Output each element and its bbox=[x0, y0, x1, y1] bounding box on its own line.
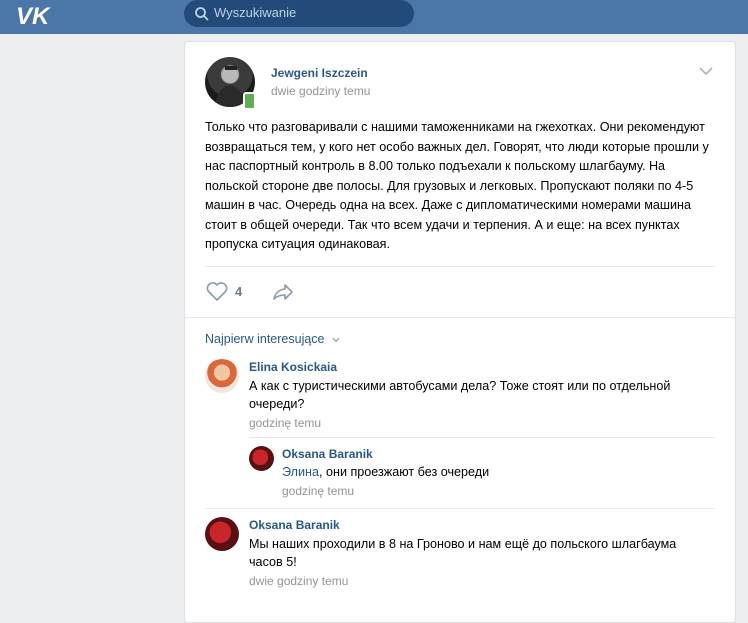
commenter-avatar[interactable] bbox=[205, 359, 239, 393]
reply-mention-link[interactable]: Элина bbox=[282, 465, 319, 479]
divider bbox=[205, 508, 715, 509]
like-count[interactable]: 4 bbox=[235, 284, 243, 299]
chevron-down-icon[interactable] bbox=[699, 66, 713, 76]
comment-time[interactable]: godzinę temu bbox=[282, 484, 355, 498]
svg-text:VK: VK bbox=[16, 3, 50, 30]
commenter-avatar[interactable] bbox=[249, 446, 274, 471]
divider bbox=[185, 317, 735, 318]
comment-time[interactable]: dwie godziny temu bbox=[249, 574, 349, 588]
chevron-down-icon[interactable] bbox=[332, 337, 340, 343]
heart-icon[interactable] bbox=[205, 280, 229, 302]
divider bbox=[249, 437, 715, 438]
post-text: Только что разговаривали с нашими таможенниками на гжехотках. Они рекомендуют возвращаться тем, у кого нет особо важных дел. Говорят, что люди которые прошли у нас паспортный контроль в 8.00 только подъехали к польскому шлагбауму. На польской стороне две полосы. Для грузовых и легковых. Пропускают поляки по 4-5 машин в час. Очередь одна на всех. Даже с дипломатическими номерами машина стоит в общей очереди. Так что всем удачи и терпения. А и еще: на всех пунктах пропуска ситуация одинаковая. bbox=[205, 120, 709, 251]
sort-label[interactable]: Najpierw interesujące bbox=[205, 332, 325, 346]
comment-time[interactable]: godzinę temu bbox=[249, 416, 322, 430]
mobile-status-icon bbox=[243, 92, 256, 110]
search-box[interactable] bbox=[184, 0, 414, 27]
post-author[interactable]: Jewgeni Iszczein bbox=[271, 66, 368, 80]
share-icon[interactable] bbox=[271, 282, 295, 302]
comment-author[interactable]: Oksana Baranik bbox=[249, 518, 340, 532]
search-icon bbox=[194, 6, 210, 22]
comment-text: А как с туристическими автобусами дела? Тоже стоят или по отдельной очереди? bbox=[249, 379, 671, 411]
reply-text: , они проезжают без очереди bbox=[318, 465, 490, 479]
top-bar bbox=[0, 0, 748, 34]
post-time[interactable]: dwie godziny temu bbox=[271, 84, 371, 98]
divider bbox=[205, 266, 715, 267]
comment-sort-dropdown[interactable] bbox=[205, 332, 340, 346]
comment-text: Мы наших проходили в 8 на Гроново и нам ещё до польского шлагбаума часов 5! bbox=[249, 537, 677, 569]
comment-author[interactable]: Oksana Baranik bbox=[282, 447, 373, 461]
search-placeholder[interactable]: Wyszukiwanie bbox=[214, 5, 297, 20]
comment-text bbox=[282, 463, 712, 481]
commenter-avatar[interactable] bbox=[205, 517, 239, 551]
comment-author[interactable]: Elina Kosickaia bbox=[249, 360, 338, 374]
post-card bbox=[184, 41, 736, 623]
vk-logo-icon[interactable] bbox=[14, 2, 56, 30]
